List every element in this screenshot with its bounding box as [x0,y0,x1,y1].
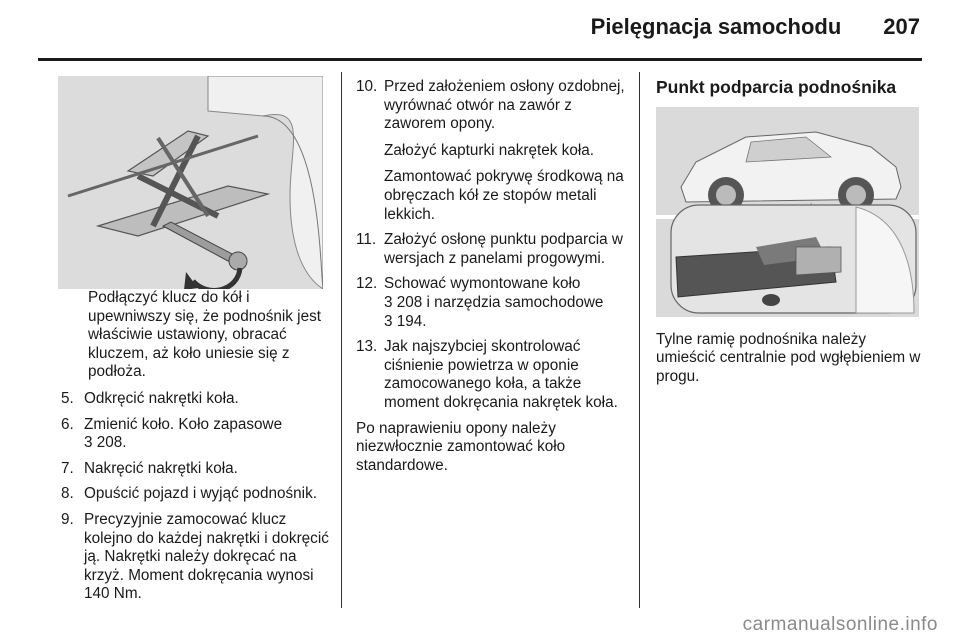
step-number: 8. [61,485,74,503]
steps-list-1 [56,390,332,604]
watermark: carmanualsonline.info [742,614,938,635]
step-text: Opuścić pojazd i wyjąć podnośnik. [84,485,317,503]
jack-illustration [58,76,323,289]
page-number: 207 [883,14,920,39]
list-item [56,416,332,453]
list-item [56,390,332,409]
step-number: 6. [61,415,74,433]
list-item [356,338,626,412]
page-header [591,14,920,54]
step-number: 5. [61,389,74,407]
step-text: Jak najszybciej skontrolować ciśnienie powietrza w oponie zamocowanego koła, a także moment dokręcania nakrętek koła. [384,338,618,411]
steps-list-2 [356,78,626,413]
step-number: 11. [356,231,377,249]
step-number: 10. [356,78,378,95]
list-item [356,231,626,268]
closing-paragraph: Po naprawieniu opony należy niezwłocznie zamontować koło standardowe. [356,419,566,474]
column-3 [656,78,926,386]
step-number: 9. [61,510,74,528]
list-item [356,275,626,331]
step-text: Schować wymontowane koło [384,275,581,293]
list-item [56,485,332,504]
header-rule [38,58,922,61]
step-number: 13. [356,338,378,356]
page-title: Pielęgnacja samochodu [590,14,842,39]
step-text: Założyć osłonę punktu podparcia w wersjach z panelami progowymi. [384,231,623,267]
page-reference-link[interactable]: 3 194. [384,312,427,330]
sub-paragraph: Założyć kapturki nakrętek koła. [384,141,594,159]
page-reference-link[interactable]: 3 208 i narzędzia samochodowe [384,293,604,311]
step-text: Odkręcić nakrętki koła. [84,389,239,407]
step-number: 12. [356,275,378,293]
sub-paragraph: Zamontować pokrywę środkową na obręczach kół ze stopów metali lekkich. [384,168,624,223]
column-1 [60,76,332,611]
step-text: Przed założeniem osłony ozdobnej, wyrównać otwór na zawór z zaworem opony. [384,78,625,133]
intro-paragraph: Podłączyć klucz do kół i upewniwszy się, że podnośnik jest właściwie ustawiony, obracać kluczem, aż koło uniesie się z podłoża. [88,289,321,381]
step-text: Precyzyjnie zamocować klucz kolejno do każdej nakrętki i dokręcić ją. Nakrętki należy dokręcać na krzyż. Moment dokręcania wynosi 140 Nm. [84,510,329,603]
section-paragraph: Tylne ramię podnośnika należy umieścić centralnie pod wgłębieniem w progu. [656,330,921,385]
step-text: Nakręcić nakrętki koła. [84,459,238,477]
list-item [56,511,332,604]
column-2 [356,78,626,475]
page-reference-link[interactable]: 3 208. [84,434,127,452]
step-text: Zmienić koło. Koło zapasowe [84,415,283,433]
section-title: Punkt podparcia podnośnika [656,77,897,97]
column-divider-2 [639,72,640,608]
list-item [56,460,332,479]
step-number: 7. [61,459,74,477]
list-item [356,78,626,224]
column-divider-1 [341,72,342,608]
jacking-point-illustration [656,107,919,317]
